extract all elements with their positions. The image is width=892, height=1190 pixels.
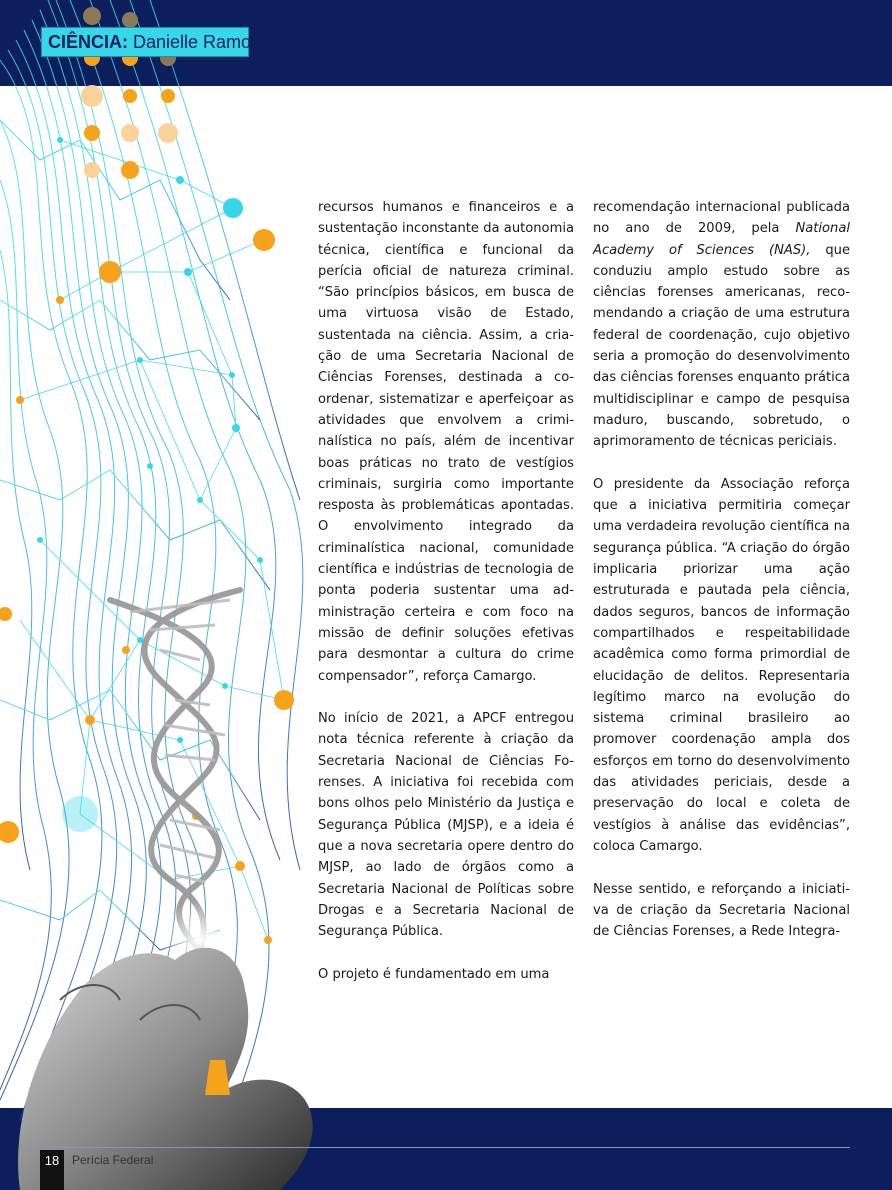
author-name: Danielle Ramos bbox=[133, 32, 261, 52]
section-category: CIÊNCIA: bbox=[48, 32, 128, 52]
page-number: 18 bbox=[40, 1150, 64, 1190]
col1-paragraph-1: recursos humanos e financeiros e a sustentação inconstante da autonomia técnica, científica e funcional da perícia oficial de natureza criminal. “São princípios básicos, em busca de uma virtuosa visão de Estado, sustentada na ciência. Assim, a criação de uma Secretaria Nacional de Ciências Forenses, destinada a coordenar, sistematizar e aperfeiçoar as atividades que envolvem a criminalística no país, além de incentivar boas práticas no trato de vestígios criminais, surgiria como importante resposta às problemáticas apontadas. O envolvimento integrado da criminalística nacional, comunidade científica e indústrias de tecnologia de ponta poderia sustentar uma administração certeira e com foco na missão de definir soluções efetivas para desmontar a cultura do crime compensador”, reforça Camargo. bbox=[318, 200, 574, 684]
col2-paragraph-1-italic: National Academy of Sciences (NAS), bbox=[593, 221, 850, 258]
col2-paragraph-2: O presidente da Associação reforça que a iniciativa permitiria começar uma verdadeira revolução científica na segurança pública. “A criação do órgão implicaria priorizar uma ação estruturada e pautada pela ciência, dados seguros, bancos de informação compartilhados e respeitabilidade acadêmica como forma primordial de elucidação de delitos. Representaria legítimo marco na evolução do sistema criminal brasileiro ao promover coordenação ampla dos esforços em torno do desenvolvimento das atividades periciais, desde a preservação do local e coleta de vestígios à análise das evidências”, coloca Camargo. bbox=[593, 476, 850, 854]
col1-paragraph-2: No início de 2021, a APCF entregou nota técnica referente à criação da Secretaria Nacional de Ciências Forenses. A iniciativa foi recebida com bons olhos pelo Ministério da Justiça e Segurança Pública (MJSP), e a ideia é que a nova secretaria opere dentro do MJSP, ao lado de órgãos como a Secretaria Nacional de Políticas sobre Drogas e a Secretaria Nacional de Segurança Pública. bbox=[318, 711, 574, 940]
section-label bbox=[41, 27, 261, 57]
article-column-right bbox=[593, 197, 850, 964]
col1-paragraph-3: O projeto é fundamentado em uma bbox=[318, 966, 550, 982]
col2-paragraph-1-end: que conduziu amplo estudo sobre as ciências forenses americanas, recomendando a criação de uma estrutura federal de coordenação, cujo objetivo seria a promoção do desenvolvimento das ciências forenses enquanto prática multidisciplinar e campo de pesquisa maduro, buscando, sobretudo, o aprimoramento de técnicas periciais. bbox=[593, 242, 850, 450]
article-column-left bbox=[318, 197, 574, 1006]
col2-paragraph-1-start: recomendação internacional publicada no ano de 2009, pela bbox=[593, 200, 850, 237]
col2-paragraph-3: Nesse sentido, e reforçando a iniciativa de criação da Secretaria Nacional de Ciências Forenses, a Rede Integra- bbox=[593, 881, 850, 940]
magazine-name: Perícia Federal bbox=[72, 1153, 154, 1167]
col2-paragraph-1 bbox=[593, 197, 850, 453]
footer-divider bbox=[38, 1147, 850, 1148]
